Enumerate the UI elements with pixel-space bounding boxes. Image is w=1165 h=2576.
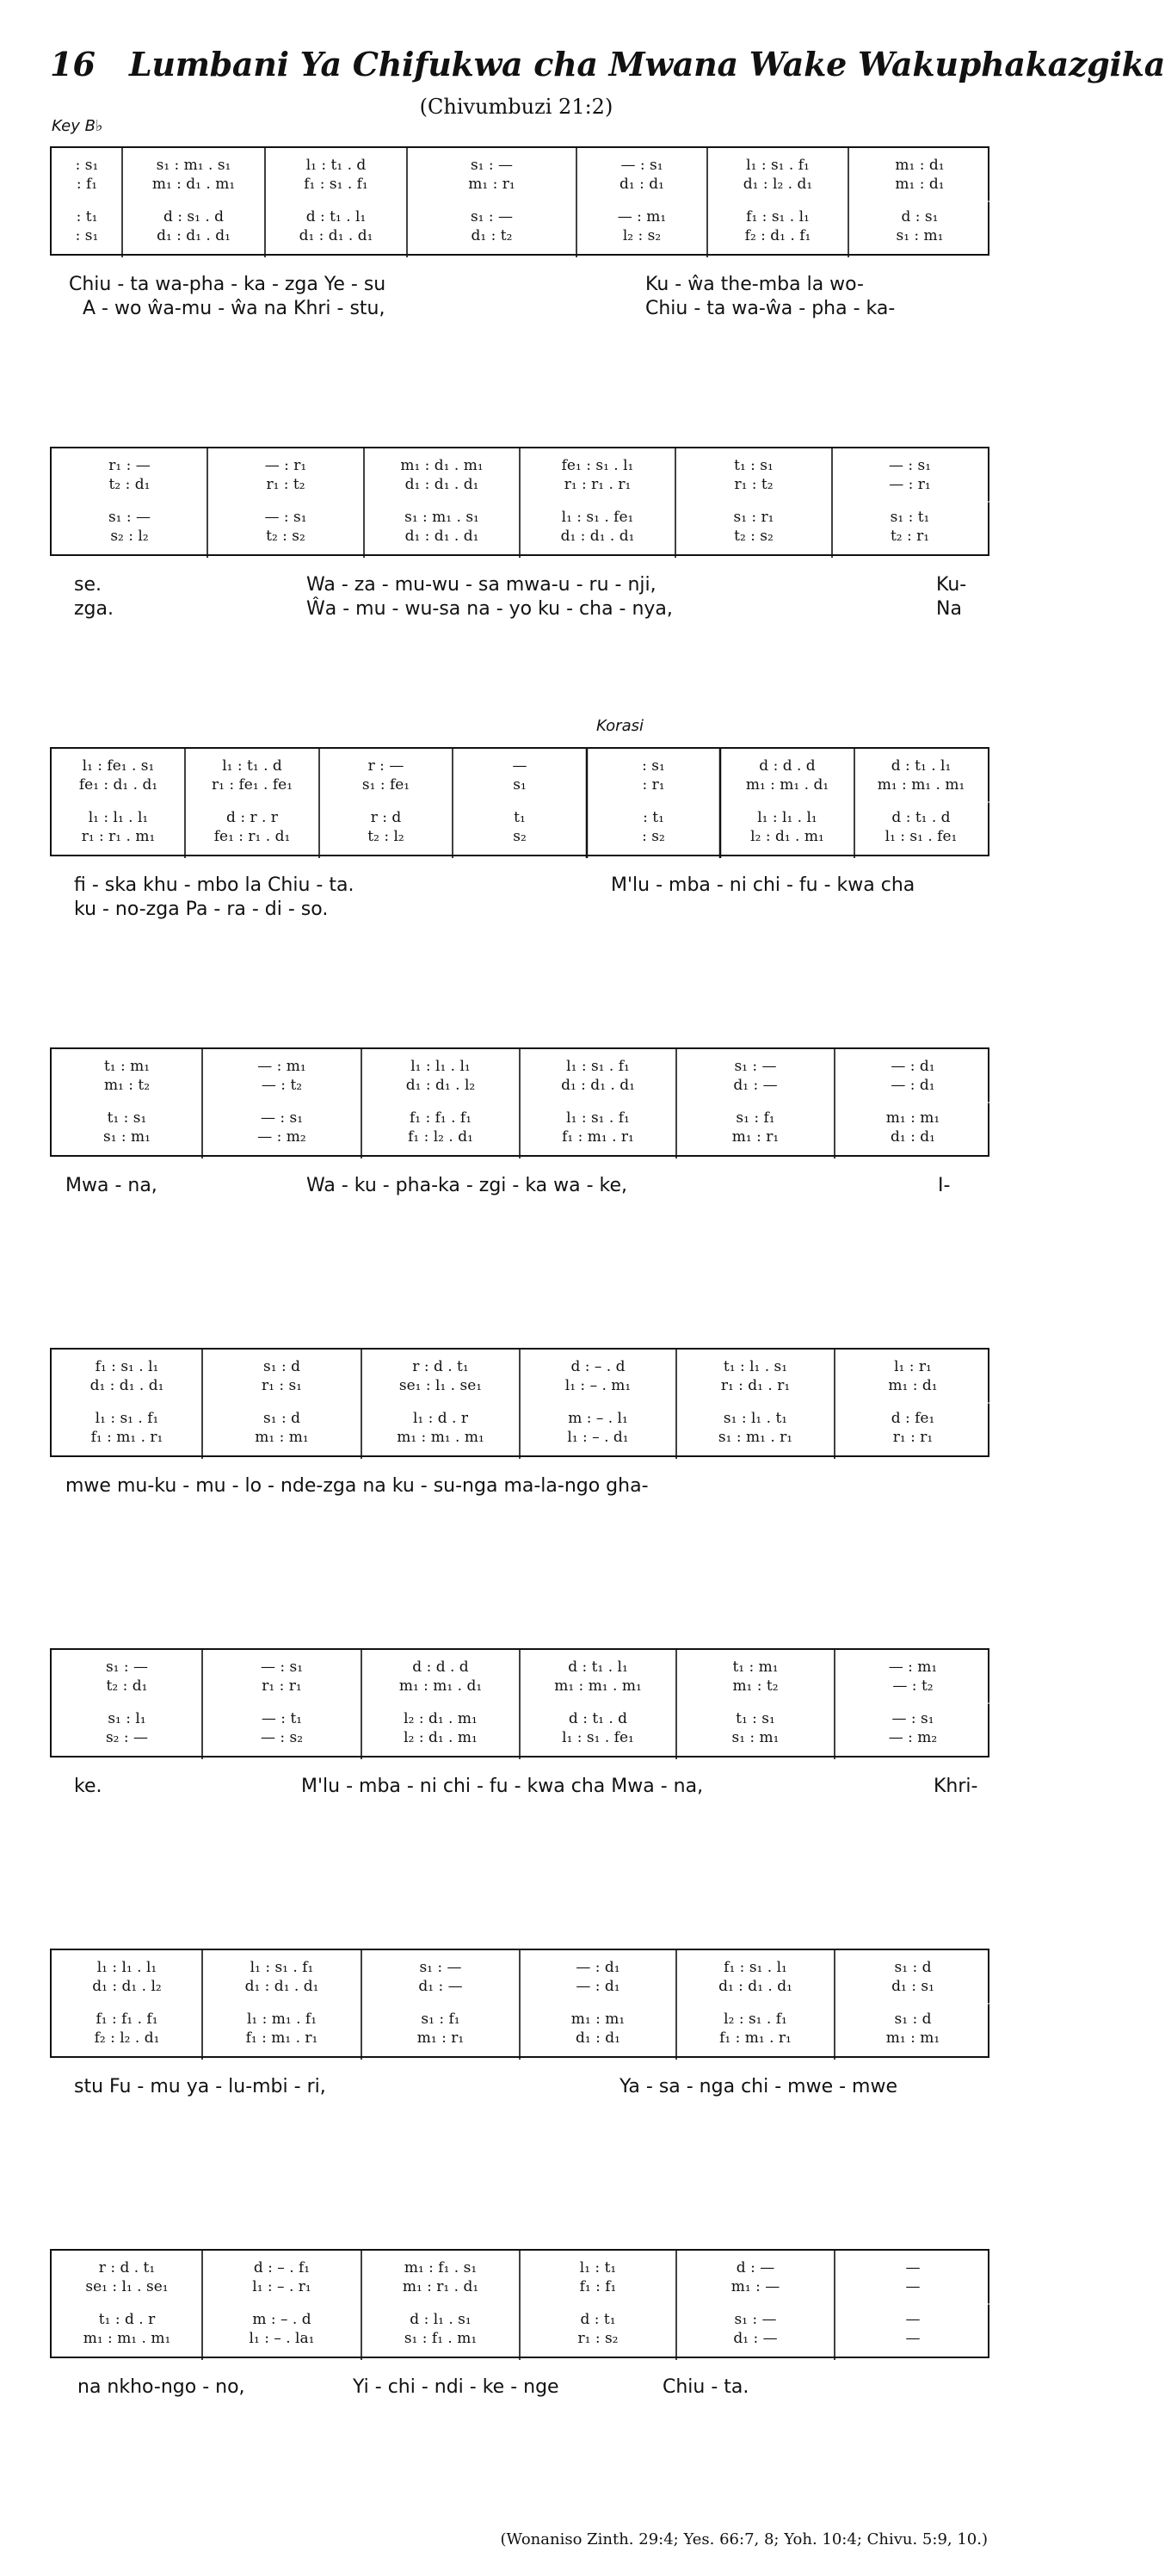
solfa-note: r₁ : r₁ <box>262 1677 302 1695</box>
solfa-note: f₁ : m₁ . r₁ <box>719 2029 792 2047</box>
solfa-note: l₁ : l₁ . l₁ <box>410 1058 471 1075</box>
solfa-note: l₁ : – . d₁ <box>567 1429 629 1446</box>
notation-grid <box>52 749 988 855</box>
solfa-note: t₂ : s₂ <box>266 528 305 545</box>
solfa-note: d₁ : d₁ . d₁ <box>157 227 231 244</box>
solfa-note: d : — <box>736 2259 775 2276</box>
solfa-note: s₁ : f₁ <box>736 1109 775 1127</box>
solfa-note: — : s₁ <box>891 1710 934 1727</box>
solfa-note: m₁ : d₁ . m₁ <box>151 176 236 193</box>
solfa-note: t₂ : d₁ <box>106 1677 148 1695</box>
lyric-text: stu Fu - mu ya - lu-mbi - ri, <box>74 2076 326 2097</box>
solfa-note: r₁ : s₁ <box>261 1377 303 1394</box>
notation-grid <box>52 148 988 254</box>
solfa-note: : f₁ <box>76 176 98 193</box>
solfa-note: — <box>905 2278 921 2295</box>
solfa-note: f₁ : m₁ . r₁ <box>90 1429 163 1446</box>
lyric-text: na nkho-ngo - no, <box>77 2376 245 2398</box>
solfa-note: f₁ : m₁ . r₁ <box>245 2029 318 2047</box>
lyric-text: Ku - ŵa the-mba la wo- <box>645 274 864 295</box>
solfa-note: l₁ : t₁ . d <box>305 157 367 174</box>
solfa-note: s₁ : — <box>470 157 514 174</box>
solfa-note: : s₂ <box>642 828 665 845</box>
solfa-note: t₁ : s₁ <box>107 1109 147 1127</box>
notation-system <box>50 747 989 856</box>
solfa-note: d₁ : d₁ . d₁ <box>561 1077 635 1094</box>
solfa-note: l₁ : l₁ . l₁ <box>96 1959 157 1976</box>
solfa-note: l₁ : – . r₁ <box>252 2278 311 2295</box>
solfa-note: l₂ : d₁ . m₁ <box>404 1710 478 1727</box>
solfa-note: — : s₁ <box>620 157 663 174</box>
solfa-note: d : s₁ . d <box>163 208 225 225</box>
lyric-text: Khri- <box>934 1776 978 1797</box>
solfa-note: m : – . d <box>252 2311 311 2328</box>
solfa-note: f₁ : s₁ . f₁ <box>304 176 368 193</box>
solfa-note: t₁ <box>514 809 526 826</box>
solfa-note: l₁ : l₁ . l₁ <box>757 809 817 826</box>
solfa-note: d₁ : s₁ <box>891 1978 934 1995</box>
solfa-note: — : m₁ <box>617 208 667 225</box>
solfa-note: t₁ : s₁ <box>736 1710 775 1727</box>
solfa-note: : t₁ <box>643 809 664 826</box>
solfa-note: d : – . f₁ <box>253 2259 311 2276</box>
lyric-text: ku - no-zga Pa - ra - di - so. <box>74 899 329 920</box>
solfa-note: : s₁ <box>642 757 665 775</box>
solfa-note: se₁ : l₁ . se₁ <box>398 1377 483 1394</box>
solfa-note: m₁ : m₁ <box>885 1109 940 1127</box>
solfa-note: m₁ : m₁ . m₁ <box>554 1677 642 1695</box>
lyric-text: Ya - sa - nga chi - mwe - mwe <box>619 2076 897 2097</box>
solfa-note: : t₁ <box>76 208 98 225</box>
solfa-note: l₁ : s₁ . f₁ <box>566 1109 630 1127</box>
solfa-note: r₁ : r₁ <box>892 1429 934 1446</box>
solfa-note: r₁ : s₂ <box>577 2330 619 2347</box>
solfa-note: s₂ <box>513 828 527 845</box>
lyrics-system-8 <box>52 2376 981 2454</box>
solfa-note: fe₁ : s₁ . l₁ <box>561 457 634 474</box>
lyric-text: Chiu - ta. <box>663 2376 749 2398</box>
solfa-note: s₁ : l₁ . t₁ <box>723 1410 788 1427</box>
solfa-note: — : d₁ <box>891 1077 935 1094</box>
solfa-note: d₁ : — <box>733 2330 778 2347</box>
solfa-note: f₁ : l₂ . d₁ <box>408 1128 473 1146</box>
solfa-note: fe₁ : d₁ . d₁ <box>78 776 158 794</box>
solfa-note: f₁ : m₁ . r₁ <box>562 1128 634 1146</box>
solfa-note: d₁ : d₁ . l₂ <box>405 1077 476 1094</box>
lyric-text: mwe mu-ku - mu - lo - nde-zga na ku - su-nga ma-la-ngo gha- <box>65 1475 649 1497</box>
hymn-number: 16 <box>50 45 96 83</box>
scripture-reference: (Wonaniso Zinth. 29:4; Yes. 66:7, 8; Yoh. 10:4; Chivu. 5:9, 10.) <box>500 2530 988 2548</box>
solfa-note: t₁ : m₁ <box>732 1659 779 1676</box>
solfa-note: — : d₁ <box>576 1959 620 1976</box>
solfa-note: l₁ : r₁ <box>894 1358 932 1375</box>
solfa-note: s₁ <box>513 776 527 794</box>
solfa-note: m₁ : m₁ . m₁ <box>83 2330 171 2347</box>
solfa-note: s₁ : l₁ <box>108 1710 146 1727</box>
solfa-note: — : m₂ <box>888 1729 938 1746</box>
solfa-note: t₂ : s₂ <box>734 528 774 545</box>
lyric-text: I- <box>938 1175 951 1196</box>
solfa-note: s₂ : l₂ <box>110 528 149 545</box>
solfa-note: — <box>905 2311 921 2328</box>
solfa-note: fe₁ : r₁ . d₁ <box>213 828 291 845</box>
solfa-note: s₁ : m₁ . s₁ <box>156 157 231 174</box>
hymn-title: Lumbani Ya Chifukwa cha Mwana Wake Wakuphakazgika <box>129 45 1165 83</box>
solfa-note: f₂ : d₁ . f₁ <box>744 227 811 244</box>
solfa-note: d₁ : d₁ <box>891 1128 935 1146</box>
lyric-text: Wa - ku - pha-ka - zgi - ka wa - ke, <box>306 1175 628 1196</box>
solfa-note: — : t₁ <box>261 1710 303 1727</box>
solfa-note: — : s₁ <box>260 1659 304 1676</box>
solfa-note: s₁ : — <box>734 1058 777 1075</box>
lyric-text: A - wo ŵa-mu - ŵa na Khri - stu, <box>83 298 385 319</box>
solfa-note: s₁ : m₁ <box>102 1128 151 1146</box>
notation-grid <box>52 1049 988 1155</box>
solfa-note: — <box>905 2259 921 2276</box>
solfa-note: t₁ : m₁ <box>103 1058 151 1075</box>
solfa-note: d : r . r <box>226 809 278 826</box>
solfa-note: l₁ : t₁ <box>579 2259 617 2276</box>
solfa-note: — <box>512 757 527 775</box>
solfa-note: m₁ : m₁ . m₁ <box>397 1429 484 1446</box>
lyric-text: Wa - za - mu-wu - sa mwa-u - ru - nji, <box>306 574 656 596</box>
solfa-note: : r₁ <box>642 776 665 794</box>
lyric-text: zga. <box>74 598 114 620</box>
key-signature: Key B♭ <box>52 117 103 135</box>
solfa-note: d : t₁ <box>580 2311 616 2328</box>
solfa-note: d₁ : d₁ . d₁ <box>560 528 635 545</box>
solfa-note: d : s₁ <box>901 208 939 225</box>
solfa-note: m₁ : d₁ <box>895 176 945 193</box>
lyric-text: fi - ska khu - mbo la Chiu - ta. <box>74 874 354 896</box>
solfa-note: r : d <box>370 809 402 826</box>
solfa-note: s₁ : — <box>734 2311 777 2328</box>
solfa-note: r₁ : fe₁ . fe₁ <box>211 776 293 794</box>
solfa-note: — : r₁ <box>264 457 307 474</box>
solfa-note: — : m₂ <box>257 1128 306 1146</box>
solfa-note: r : d . t₁ <box>98 2259 156 2276</box>
solfa-note: — : d₁ <box>891 1058 935 1075</box>
solfa-note: — : d₁ <box>576 1978 620 1995</box>
solfa-note: s₁ : d <box>263 1410 300 1427</box>
notation-grid <box>52 2251 988 2357</box>
solfa-note: d₁ : — <box>418 1978 463 1995</box>
solfa-note: r : — <box>367 757 404 775</box>
solfa-note: m₁ : m₁ . d₁ <box>745 776 829 794</box>
lyric-text: Mwa - na, <box>65 1175 157 1196</box>
solfa-note: d : d . d <box>412 1659 469 1676</box>
solfa-note: t₁ : l₁ . s₁ <box>723 1358 788 1375</box>
solfa-note: r₁ : — <box>108 457 151 474</box>
solfa-note: d₁ : d₁ . d₁ <box>244 1978 319 1995</box>
solfa-note: m₁ : r₁ <box>416 2029 465 2047</box>
solfa-note: l₁ : t₁ . d <box>222 757 282 775</box>
solfa-note: l₁ : s₁ . fe₁ <box>885 828 958 845</box>
solfa-note: — <box>905 2330 921 2347</box>
solfa-note: d : t₁ . d <box>891 809 951 826</box>
solfa-note: l₁ : s₁ . fe₁ <box>562 1729 634 1746</box>
solfa-note: r : d . t₁ <box>412 1358 469 1375</box>
solfa-note: s₁ : d <box>894 2011 932 2028</box>
solfa-note: s₁ : m₁ . s₁ <box>404 509 479 526</box>
solfa-note: m₁ : m₁ <box>570 2011 626 2028</box>
solfa-note: s₁ : m₁ <box>896 227 944 244</box>
lyric-text: Yi - chi - ndi - ke - nge <box>353 2376 559 2398</box>
solfa-note: d₁ : d₁ . d₁ <box>404 528 479 545</box>
solfa-note: d : t₁ . l₁ <box>305 208 367 225</box>
lyrics-system-5 <box>52 1475 981 1553</box>
solfa-note: m₁ : d₁ <box>895 157 945 174</box>
solfa-note: : s₁ <box>75 157 99 174</box>
solfa-note: m₁ : r₁ <box>468 176 515 193</box>
solfa-note: — : s₁ <box>264 509 307 526</box>
solfa-note: f₁ : s₁ . l₁ <box>746 208 810 225</box>
notation-system <box>50 1047 989 1157</box>
solfa-note: r₁ : t₂ <box>734 476 774 493</box>
lyric-text: Na <box>936 598 962 620</box>
solfa-note: — : r₁ <box>889 476 931 493</box>
solfa-note: l₁ : fe₁ . s₁ <box>82 757 155 775</box>
lyric-text: Ku- <box>936 574 967 596</box>
solfa-note: d₁ : d₁ . d₁ <box>299 227 373 244</box>
notation-grid <box>52 1950 988 2056</box>
hymn-subtitle: (Chivumbuzi 21:2) <box>419 95 613 119</box>
lyric-text: Chiu - ta wa-ŵa - pha - ka- <box>645 298 896 319</box>
solfa-note: l₁ : – . la₁ <box>249 2330 315 2347</box>
solfa-note: m₁ : m₁ <box>885 2029 940 2047</box>
solfa-note: s₁ : r₁ <box>733 509 774 526</box>
notation-system <box>50 1348 989 1457</box>
solfa-note: s₁ : m₁ <box>731 1729 780 1746</box>
solfa-note: d₁ : d₁ . l₂ <box>92 1978 162 1995</box>
lyrics-system-3 <box>52 874 981 952</box>
solfa-note: f₁ : s₁ . l₁ <box>95 1358 159 1375</box>
solfa-note: r₁ : t₂ <box>266 476 305 493</box>
lyric-text: se. <box>74 574 102 596</box>
solfa-note: — : t₂ <box>261 1077 303 1094</box>
solfa-note: d : d . d <box>759 757 816 775</box>
solfa-note: d₁ : d₁ <box>619 176 664 193</box>
solfa-note: d : t₁ . d <box>568 1710 628 1727</box>
solfa-note: s₁ : fe₁ <box>361 776 410 794</box>
solfa-note: d₁ : d₁ . d₁ <box>404 476 479 493</box>
solfa-note: s₁ : f₁ . m₁ <box>404 2330 478 2347</box>
notation-system <box>50 2249 989 2358</box>
solfa-note: m₁ : d₁ . m₁ <box>400 457 484 474</box>
solfa-note: m₁ : r₁ <box>731 1128 780 1146</box>
solfa-note: m₁ : m₁ . d₁ <box>398 1677 483 1695</box>
lyric-text: M'lu - mba - ni chi - fu - kwa cha Mwa - na, <box>301 1776 704 1797</box>
solfa-note: m₁ : — <box>730 2278 780 2295</box>
solfa-note: l₂ : d₁ . m₁ <box>750 828 824 845</box>
solfa-note: l₁ : s₁ . fe₁ <box>561 509 634 526</box>
solfa-note: d : t₁ . l₁ <box>568 1659 628 1676</box>
lyrics-system-2 <box>52 574 981 652</box>
solfa-note: t₁ : s₁ <box>734 457 774 474</box>
solfa-note: l₂ : d₁ . m₁ <box>404 1729 478 1746</box>
solfa-note: — : s₁ <box>888 457 932 474</box>
solfa-note: s₁ : — <box>105 1659 149 1676</box>
lyric-text: M'lu - mba - ni chi - fu - kwa cha <box>611 874 915 896</box>
solfa-note: — : s₁ <box>260 1109 304 1127</box>
solfa-note: r₁ : r₁ . m₁ <box>81 828 156 845</box>
solfa-note: m₁ : f₁ . s₁ <box>404 2259 478 2276</box>
solfa-note: d₁ : t₂ <box>471 227 513 244</box>
solfa-note: d₁ : d₁ <box>576 2029 620 2047</box>
solfa-note: f₁ : f₁ . f₁ <box>96 2011 158 2028</box>
solfa-note: d₁ : l₂ . d₁ <box>743 176 813 193</box>
lyrics-system-6 <box>52 1776 981 1853</box>
solfa-note: m₁ : r₁ . d₁ <box>402 2278 479 2295</box>
solfa-note: f₁ : s₁ . l₁ <box>724 1959 787 1976</box>
solfa-note: s₁ : — <box>470 208 514 225</box>
solfa-note: f₁ : f₁ <box>579 2278 617 2295</box>
solfa-note: s₁ : — <box>419 1959 462 1976</box>
solfa-note: s₁ : m₁ . r₁ <box>718 1429 793 1446</box>
solfa-note: m : – . l₁ <box>568 1410 628 1427</box>
notation-system <box>50 1648 989 1757</box>
solfa-note: r₁ : r₁ . r₁ <box>564 476 632 493</box>
lyrics-system-4 <box>52 1175 981 1252</box>
solfa-note: f₂ : l₂ . d₁ <box>94 2029 160 2047</box>
solfa-note: : s₁ <box>75 227 99 244</box>
notation-grid <box>52 1350 988 1455</box>
korasi-label: Korasi <box>596 717 644 735</box>
solfa-note: m₁ : d₁ <box>888 1377 938 1394</box>
notation-system <box>50 1949 989 2058</box>
solfa-note: — : s₂ <box>260 1729 304 1746</box>
solfa-note: d : fe₁ <box>891 1410 935 1427</box>
solfa-note: d₁ : d₁ . d₁ <box>718 1978 792 1995</box>
solfa-note: l₂ : s₁ . f₁ <box>724 2011 787 2028</box>
solfa-note: s₂ : — <box>105 1729 149 1746</box>
solfa-note: l₁ : d . r <box>412 1410 469 1427</box>
solfa-note: l₂ : s₂ <box>622 227 662 244</box>
solfa-note: d₁ : d₁ . d₁ <box>89 1377 164 1394</box>
notation-system <box>50 447 989 556</box>
solfa-note: — : m₁ <box>257 1058 306 1075</box>
solfa-note: m₁ : t₂ <box>103 1077 151 1094</box>
lyrics-system-7 <box>52 2076 981 2153</box>
solfa-note: l₁ : s₁ . f₁ <box>250 1959 314 1976</box>
solfa-note: d : – . d <box>570 1358 626 1375</box>
solfa-note: l₁ : s₁ . f₁ <box>566 1058 630 1075</box>
solfa-note: d : t₁ . l₁ <box>891 757 952 775</box>
lyrics-system-1 <box>52 274 981 351</box>
solfa-note: f₁ : f₁ . f₁ <box>409 1109 472 1127</box>
solfa-note: l₁ : s₁ . f₁ <box>746 157 810 174</box>
solfa-note: d : l₁ . s₁ <box>410 2311 472 2328</box>
solfa-note: — : m₁ <box>888 1659 938 1676</box>
solfa-note: l₁ : m₁ . f₁ <box>246 2011 317 2028</box>
solfa-note: d₁ : — <box>733 1077 778 1094</box>
solfa-note: s₁ : — <box>108 509 151 526</box>
solfa-note: se₁ : l₁ . se₁ <box>85 2278 169 2295</box>
solfa-note: l₁ : l₁ . l₁ <box>88 809 149 826</box>
lyric-text: Chiu - ta wa-pha - ka - zga Ye - su <box>69 274 386 295</box>
solfa-note: s₁ : d <box>894 1959 932 1976</box>
lyric-text: Ŵa - mu - wu-sa na - yo ku - cha - nya, <box>306 598 673 620</box>
notation-grid <box>52 448 988 554</box>
solfa-note: s₁ : f₁ <box>421 2011 460 2028</box>
solfa-note: t₂ : r₁ <box>890 528 930 545</box>
solfa-note: t₁ : d . r <box>98 2311 156 2328</box>
solfa-note: m₁ : t₂ <box>732 1677 779 1695</box>
solfa-note: m₁ : m₁ <box>255 1429 309 1446</box>
solfa-note: t₂ : l₂ <box>367 828 404 845</box>
notation-grid <box>52 1650 988 1756</box>
solfa-note: r₁ : d₁ . r₁ <box>720 1377 791 1394</box>
solfa-note: s₁ : d <box>263 1358 300 1375</box>
solfa-note: l₁ : – . m₁ <box>564 1377 632 1394</box>
lyric-text: ke. <box>74 1776 102 1797</box>
solfa-note: t₂ : d₁ <box>108 476 151 493</box>
solfa-note: s₁ : t₁ <box>890 509 930 526</box>
solfa-note: m₁ : m₁ . m₁ <box>877 776 965 794</box>
notation-system <box>50 146 989 256</box>
solfa-note: l₁ : s₁ . f₁ <box>95 1410 159 1427</box>
solfa-note: — : t₂ <box>892 1677 934 1695</box>
